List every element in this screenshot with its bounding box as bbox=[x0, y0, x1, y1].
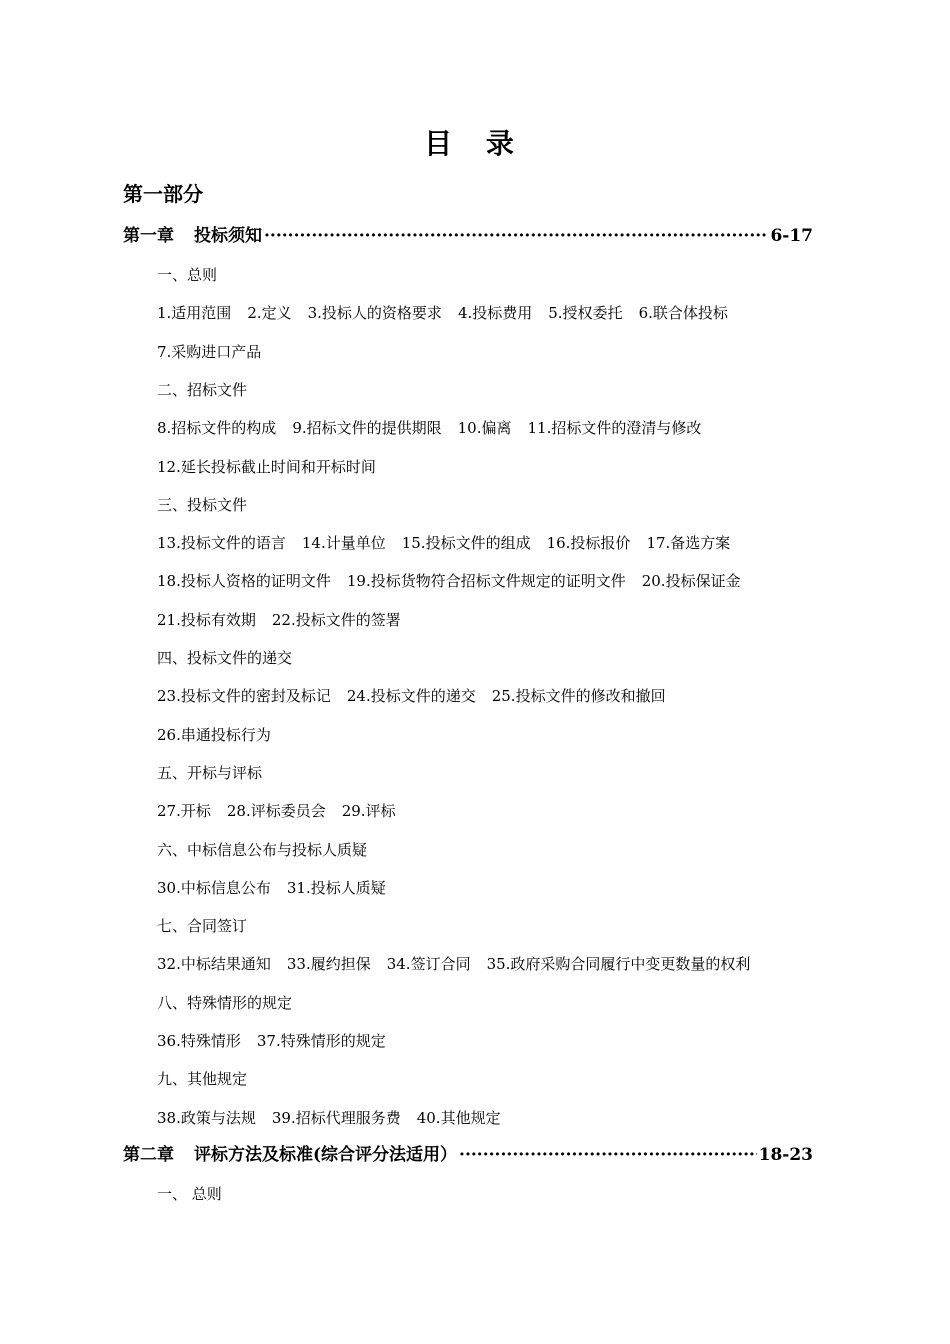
toc-item[interactable]: 二、招标文件 bbox=[157, 380, 248, 399]
toc-item[interactable]: 一、总则 bbox=[157, 266, 218, 284]
chapter-pages: 6-17 bbox=[770, 226, 813, 246]
toc-item[interactable]: 18.投标人资格的证明文件 bbox=[157, 572, 331, 591]
toc-line bbox=[157, 608, 401, 632]
toc-line bbox=[157, 876, 386, 900]
toc-item[interactable]: 13.投标文件的语言 bbox=[157, 534, 286, 553]
toc-line bbox=[157, 493, 247, 517]
toc-item[interactable]: 五、开标与评标 bbox=[157, 763, 263, 782]
toc-line bbox=[157, 301, 728, 325]
toc-item[interactable]: 4.投标费用 bbox=[457, 304, 533, 323]
chapter-pages: 18-23 bbox=[758, 1145, 813, 1165]
leader-dots bbox=[459, 1142, 757, 1168]
toc-item[interactable]: 17.备选方案 bbox=[646, 534, 731, 553]
chapter-number: 第二章 bbox=[123, 1145, 174, 1165]
toc-item[interactable]: 20.投标保证金 bbox=[641, 572, 741, 591]
toc-line bbox=[157, 1182, 222, 1206]
chapter-title: 评标方法及标准(综合评分法适用） bbox=[194, 1145, 458, 1165]
toc-line bbox=[157, 799, 396, 823]
toc-item[interactable]: 九、其他规定 bbox=[157, 1070, 248, 1089]
toc-item[interactable]: 10.偏离 bbox=[457, 419, 512, 438]
toc-item[interactable]: 32.中标结果通知 bbox=[157, 955, 271, 974]
toc-item[interactable]: 7.采购进口产品 bbox=[157, 342, 262, 361]
toc-item[interactable]: 25.投标文件的修改和撤回 bbox=[491, 687, 666, 706]
toc-item[interactable]: 15.投标文件的组成 bbox=[401, 534, 531, 553]
toc-item[interactable]: 2.定义 bbox=[247, 304, 292, 323]
toc-line bbox=[157, 378, 247, 402]
toc-line bbox=[157, 723, 271, 747]
toc-line bbox=[157, 416, 701, 440]
toc-line bbox=[157, 684, 666, 708]
toc-line bbox=[157, 914, 247, 938]
toc-item[interactable]: 14.计量单位 bbox=[301, 534, 386, 553]
toc-item[interactable]: 1.适用范围 bbox=[157, 304, 232, 323]
toc-line bbox=[157, 569, 741, 593]
chapter-title: 投标须知 bbox=[194, 226, 262, 246]
chapter-2-entry[interactable] bbox=[123, 1142, 813, 1168]
toc-item[interactable]: 23.投标文件的密封及标记 bbox=[157, 687, 331, 706]
toc-item[interactable]: 40.其他规定 bbox=[416, 1108, 501, 1127]
toc-line bbox=[157, 1029, 386, 1053]
toc-item[interactable]: 22.投标文件的签署 bbox=[271, 610, 401, 629]
page-title: 目 录 bbox=[424, 127, 526, 160]
toc-item[interactable]: 16.投标报价 bbox=[546, 534, 631, 553]
toc-item[interactable]: 34.签订合同 bbox=[386, 955, 471, 974]
toc-line bbox=[157, 1106, 501, 1130]
toc-item[interactable]: 28.评标委员会 bbox=[226, 802, 326, 821]
toc-item[interactable]: 39.招标代理服务费 bbox=[271, 1108, 401, 1127]
toc-item[interactable]: 24.投标文件的递交 bbox=[346, 687, 476, 706]
toc-item[interactable]: 5.授权委托 bbox=[548, 304, 623, 323]
toc-item[interactable]: 33.履约担保 bbox=[286, 955, 371, 974]
toc-line bbox=[157, 455, 376, 479]
toc-line bbox=[157, 761, 262, 785]
toc-item[interactable]: 21.投标有效期 bbox=[157, 610, 256, 629]
toc-item[interactable]: 一、 总则 bbox=[157, 1185, 222, 1203]
toc-item[interactable]: 37.特殊情形的规定 bbox=[256, 1032, 386, 1050]
toc-item[interactable]: 8.招标文件的构成 bbox=[157, 419, 277, 438]
toc-item[interactable]: 6.联合体投标 bbox=[638, 304, 728, 323]
toc-item[interactable]: 七、合同签订 bbox=[157, 917, 248, 936]
toc-item[interactable]: 八、特殊情形的规定 bbox=[157, 993, 293, 1012]
toc-item[interactable]: 三、投标文件 bbox=[157, 495, 248, 514]
toc-item[interactable]: 六、中标信息公布与投标人质疑 bbox=[157, 840, 368, 859]
toc-line bbox=[157, 952, 750, 976]
chapter-number: 第一章 bbox=[123, 226, 174, 246]
toc-item[interactable]: 35.政府采购合同履行中变更数量的权利 bbox=[486, 955, 751, 974]
toc-item[interactable]: 11.招标文件的澄清与修改 bbox=[527, 419, 702, 438]
toc-item[interactable]: 27.开标 bbox=[157, 802, 211, 821]
toc-item[interactable]: 26.串通投标行为 bbox=[157, 725, 271, 744]
toc-item[interactable]: 29.评标 bbox=[341, 802, 396, 821]
toc-line bbox=[157, 531, 730, 555]
toc-line bbox=[157, 263, 217, 287]
toc-item[interactable]: 9.招标文件的提供期限 bbox=[292, 419, 442, 438]
toc-line bbox=[157, 340, 261, 364]
toc-line bbox=[157, 1067, 247, 1091]
toc-item[interactable]: 19.投标货物符合招标文件规定的证明文件 bbox=[346, 572, 626, 591]
toc-line bbox=[157, 646, 292, 670]
part-heading: 第一部分 bbox=[123, 182, 203, 206]
toc-item[interactable]: 38.政策与法规 bbox=[157, 1108, 256, 1127]
toc-line bbox=[157, 838, 367, 862]
toc-line bbox=[157, 991, 292, 1015]
toc-item[interactable]: 30.中标信息公布 bbox=[157, 878, 271, 897]
toc-item[interactable]: 12.延长投标截止时间和开标时间 bbox=[157, 457, 376, 476]
toc-item[interactable]: 四、投标文件的递交 bbox=[157, 649, 293, 667]
toc-item[interactable]: 36.特殊情形 bbox=[157, 1032, 241, 1050]
chapter-1-entry[interactable] bbox=[123, 223, 813, 249]
leader-dots bbox=[264, 223, 768, 249]
toc-item[interactable]: 31.投标人质疑 bbox=[286, 878, 386, 897]
toc-item[interactable]: 3.投标人的资格要求 bbox=[307, 304, 442, 323]
